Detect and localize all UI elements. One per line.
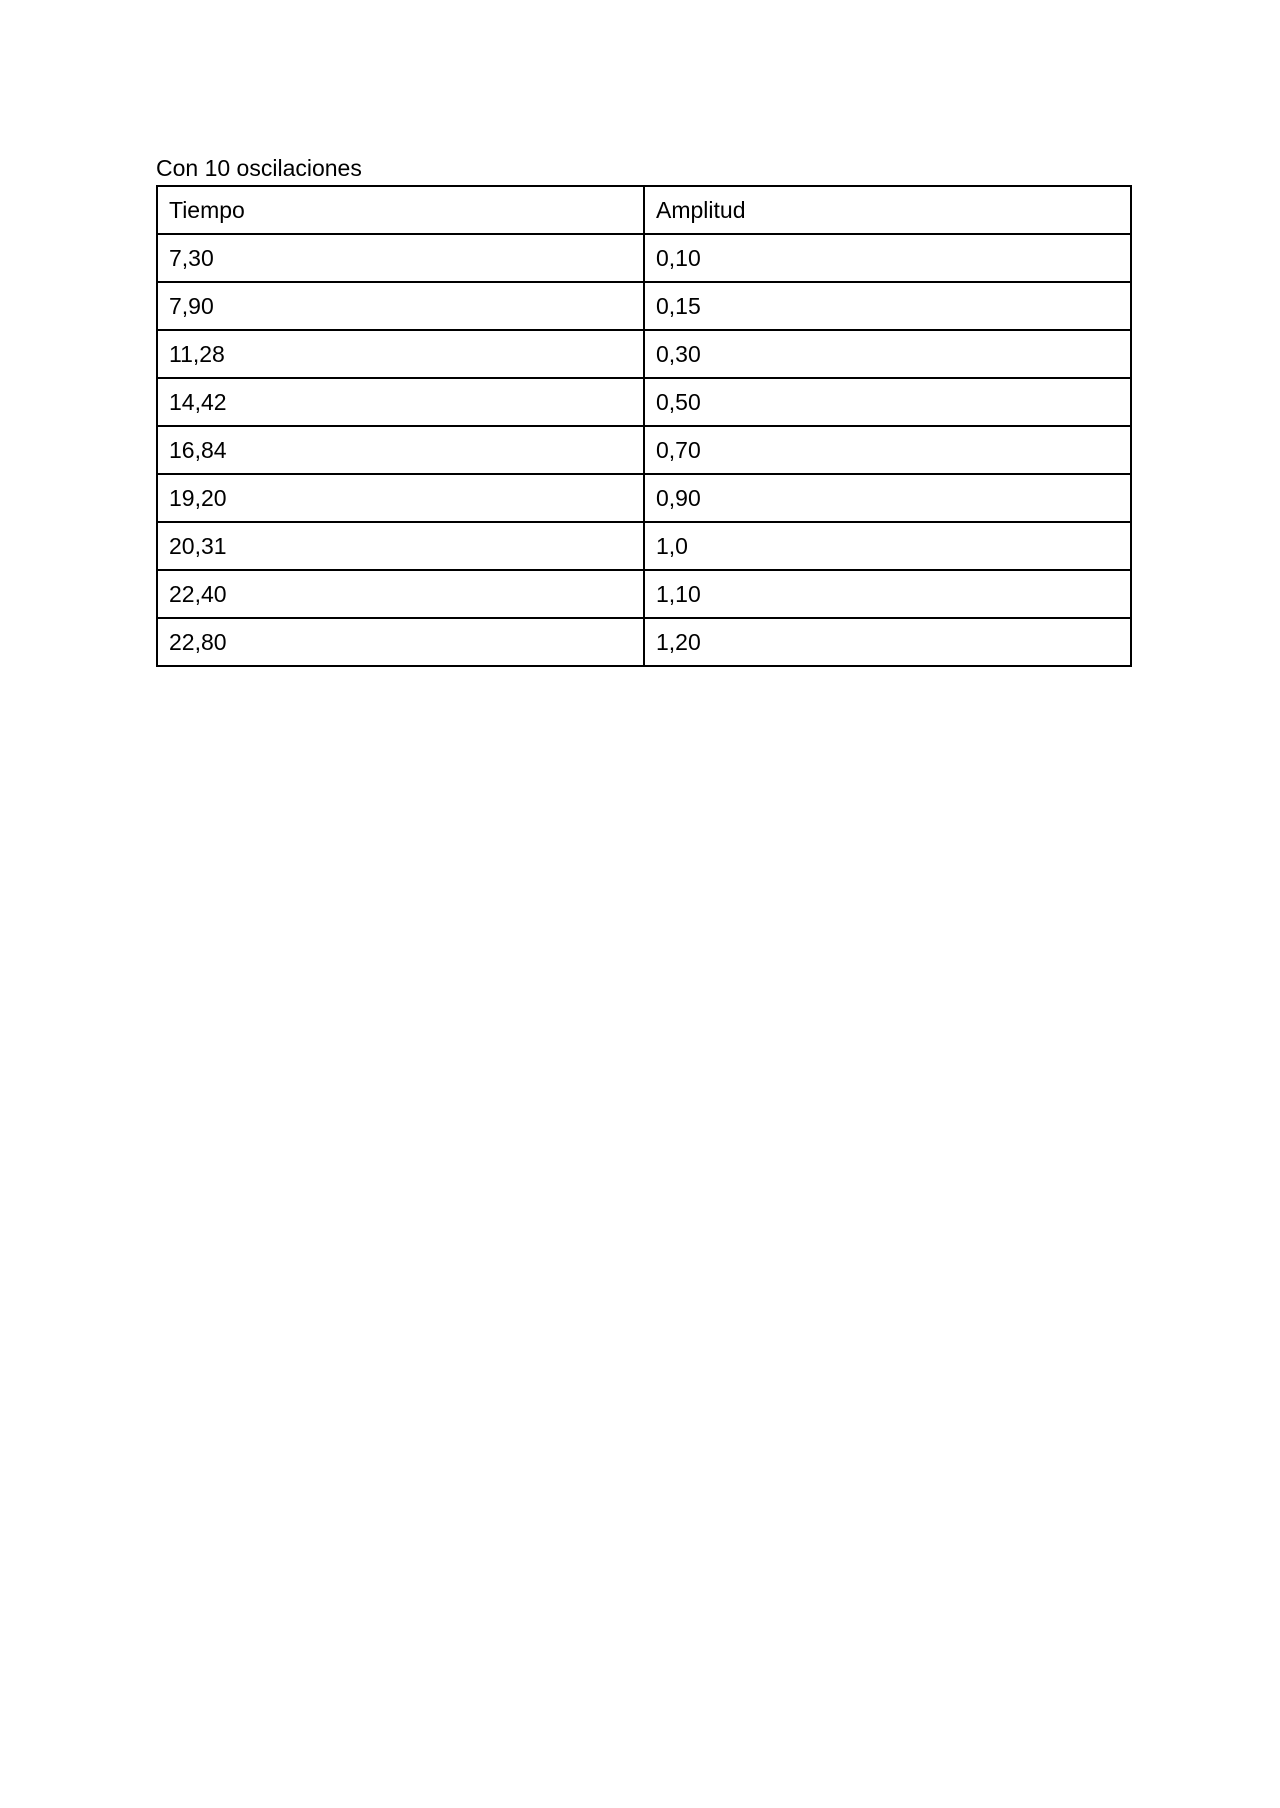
table-row	[157, 282, 1131, 330]
amplitud-cell: 1,10	[644, 570, 1131, 618]
tiempo-cell: 16,84	[157, 426, 644, 474]
table-row	[157, 474, 1131, 522]
tiempo-cell: 20,31	[157, 522, 644, 570]
amplitud-cell: 0,50	[644, 378, 1131, 426]
table-row	[157, 234, 1131, 282]
amplitud-cell: 0,90	[644, 474, 1131, 522]
table-row	[157, 618, 1131, 666]
tiempo-cell: 11,28	[157, 330, 644, 378]
table-row	[157, 570, 1131, 618]
table-header-row	[157, 186, 1131, 234]
amplitud-cell: 1,20	[644, 618, 1131, 666]
table-row	[157, 330, 1131, 378]
amplitud-cell: 0,30	[644, 330, 1131, 378]
amplitud-cell: 0,10	[644, 234, 1131, 282]
tiempo-cell: 14,42	[157, 378, 644, 426]
table-row	[157, 426, 1131, 474]
table-caption: Con 10 oscilaciones	[156, 155, 362, 181]
tiempo-cell: 22,40	[157, 570, 644, 618]
tiempo-cell: 7,30	[157, 234, 644, 282]
table-row	[157, 378, 1131, 426]
tiempo-cell: 7,90	[157, 282, 644, 330]
amplitud-cell: 0,70	[644, 426, 1131, 474]
tiempo-cell: 22,80	[157, 618, 644, 666]
header-amplitud: Amplitud	[644, 186, 1131, 234]
data-table	[156, 185, 1132, 667]
amplitud-cell: 0,15	[644, 282, 1131, 330]
amplitud-cell: 1,0	[644, 522, 1131, 570]
table-row	[157, 522, 1131, 570]
header-tiempo: Tiempo	[157, 186, 644, 234]
tiempo-cell: 19,20	[157, 474, 644, 522]
